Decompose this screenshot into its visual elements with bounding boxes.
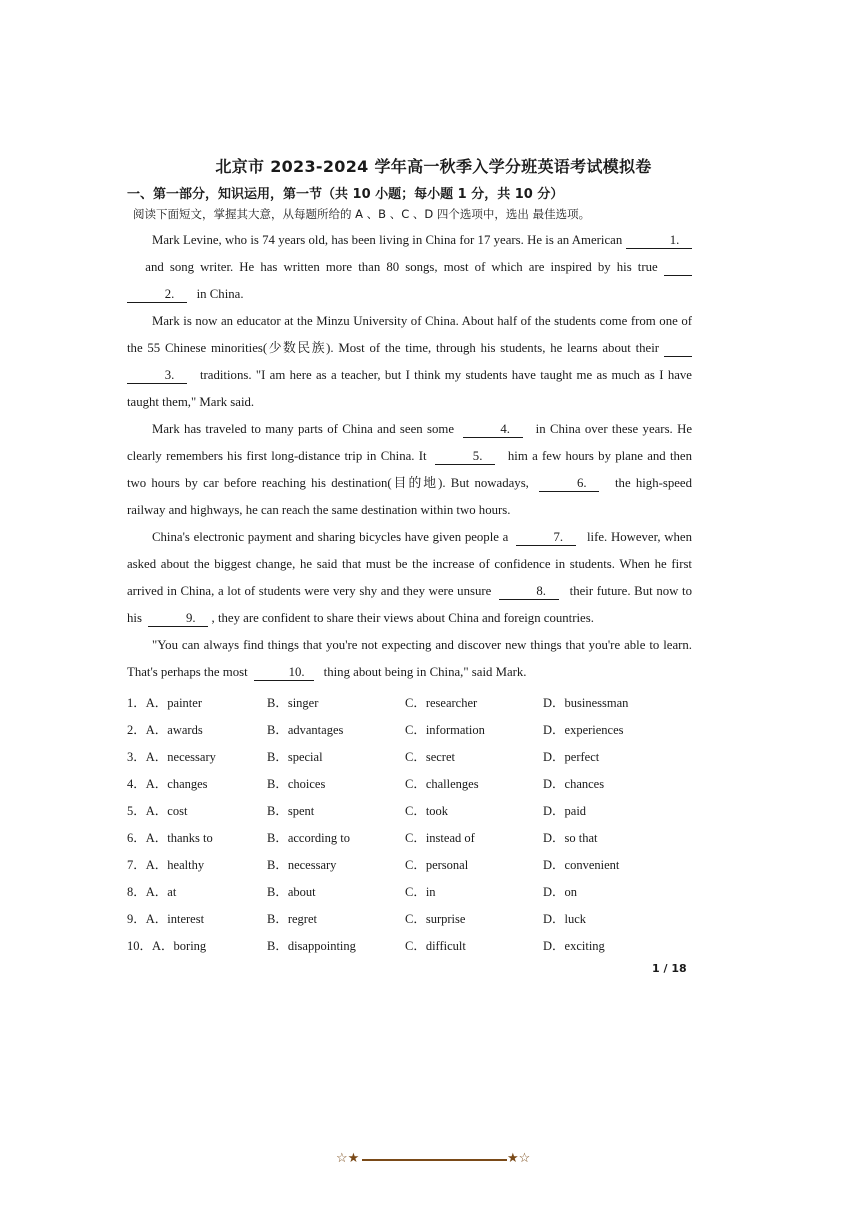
option-row [127, 878, 727, 905]
option-d: D．so that [543, 831, 598, 845]
option-a: 9．A．interest [127, 912, 205, 926]
option-b: B．necessary [267, 858, 337, 872]
option-c: C．secret [405, 750, 455, 764]
option-c: C．in [405, 885, 436, 899]
option-row [127, 770, 727, 797]
option-b: B．singer [267, 696, 319, 710]
options-list [127, 689, 727, 959]
option-b: B．special [267, 750, 323, 764]
section-heading: 一、第一部分，知识运用，第一节（共 10 小题；每小题 1 分，共 10 分） [127, 187, 564, 202]
option-row [127, 905, 727, 932]
option-row [127, 689, 727, 716]
option-c: C．personal [405, 858, 469, 872]
passage-text: him a few hours by plane and then two hours by car before reaching his destination(目的地). But nowadays, [127, 449, 692, 490]
option-row [127, 851, 727, 878]
star-icon: ☆★ [336, 1150, 360, 1165]
option-row [127, 824, 727, 851]
option-c: C．challenges [405, 777, 479, 791]
passage-paragraph-1 [127, 227, 692, 308]
blank-3: 3. [127, 368, 187, 384]
option-c: C．surprise [405, 912, 466, 926]
option-a: 10．A．boring [127, 939, 207, 953]
passage-text: thing about being in China," said Mark. [323, 665, 527, 679]
option-b: B．choices [267, 777, 326, 791]
option-d: D．experiences [543, 723, 624, 737]
passage-paragraph-2 [127, 308, 692, 416]
option-a: 2．A．awards [127, 723, 203, 737]
option-a: 6．A．thanks to [127, 831, 213, 845]
passage-text: in China. [196, 287, 244, 301]
passage-text: , they are confident to share their views about China and foreign countries. [211, 611, 594, 625]
option-d: D．businessman [543, 696, 629, 710]
passage-text: the high-speed railway and highways, he can reach the same destination within two hours. [127, 476, 692, 517]
blank-1: 1. [632, 233, 692, 249]
option-a: 4．A．changes [127, 777, 208, 791]
option-c: C．took [405, 804, 449, 818]
option-b: B．advantages [267, 723, 344, 737]
passage-text: China's electronic payment and sharing bicycles have given people a [152, 530, 509, 544]
option-c: C．researcher [405, 696, 478, 710]
option-a: 1．A．painter [127, 696, 202, 710]
option-c: C．information [405, 723, 485, 737]
option-a: 7．A．healthy [127, 858, 205, 872]
option-c: C．difficult [405, 939, 466, 953]
footer-ornament [336, 1150, 532, 1170]
option-b: B．about [267, 885, 316, 899]
passage-text: Mark is now an educator at the Minzu University of China. About half of the students come from one of the 55 Chinese minorities(少数民族). Most of the time, through his students, he learns about their [127, 314, 692, 355]
blank-stub [664, 260, 692, 276]
option-b: B．disappointing [267, 939, 356, 953]
passage-text: in China over these years. He clearly remembers his first long-distance trip in China. It [127, 422, 692, 463]
blank-4: 4. [463, 422, 523, 438]
blank-10: 10. [254, 665, 314, 681]
page-title: 北京市 2023-2024 学年高一秋季入学分班英语考试模拟卷 [215, 157, 652, 176]
option-d: D．luck [543, 912, 587, 926]
option-row [127, 716, 727, 743]
option-a: 5．A．cost [127, 804, 188, 818]
option-b: B．regret [267, 912, 317, 926]
passage-text: Mark Levine, who is 74 years old, has been living in China for 17 years. He is an American [152, 233, 623, 247]
star-icon: ★☆ [507, 1150, 531, 1165]
option-d: D．chances [543, 777, 605, 791]
option-d: D．convenient [543, 858, 620, 872]
option-c: C．instead of [405, 831, 475, 845]
option-row [127, 743, 727, 770]
blank-9: 9. [148, 611, 208, 627]
option-d: D．perfect [543, 750, 600, 764]
passage-paragraph-4 [127, 524, 692, 632]
blank-2: 2. [127, 287, 187, 303]
blank-5: 5. [435, 449, 495, 465]
option-a: 8．A．at [127, 885, 177, 899]
passage-text: "You can always find things that you're not expecting and discover new things that you're able to learn. That's perhaps the most [127, 638, 692, 679]
option-d: D．exciting [543, 939, 605, 953]
passage-paragraph-5 [127, 632, 692, 686]
option-d: D．on [543, 885, 578, 899]
page-number: 1 / 18 [652, 962, 687, 975]
footer-divider [362, 1159, 507, 1161]
blank-stub [664, 341, 692, 357]
option-d: D．paid [543, 804, 587, 818]
option-a: 3．A．necessary [127, 750, 216, 764]
option-row [127, 797, 727, 824]
passage-text: traditions. "I am here as a teacher, but I think my students have taught me as much as I have taught them," Mark said. [127, 368, 692, 409]
option-b: B．according to [267, 831, 350, 845]
option-row [127, 932, 727, 959]
passage-paragraph-3 [127, 416, 692, 524]
blank-7: 7. [516, 530, 576, 546]
blank-8: 8. [499, 584, 559, 600]
passage-text: their future. But now to his [127, 584, 692, 625]
blank-6: 6. [539, 476, 599, 492]
passage-text: Mark has traveled to many parts of China and seen some [152, 422, 454, 436]
passage-text: life. However, when asked about the biggest change, he said that must be the increase of confidence in students. When he first arrived in China, a lot of students were very shy and they were unsure [127, 530, 692, 598]
instruction-text: 阅读下面短文，掌握其大意，从每题所给的 A 、B 、C 、D 四个选项中，选出 最佳选项。 [133, 207, 591, 221]
passage-text: and song writer. He has written more than 80 songs, most of which are inspired by his true [145, 260, 658, 274]
option-b: B．spent [267, 804, 315, 818]
